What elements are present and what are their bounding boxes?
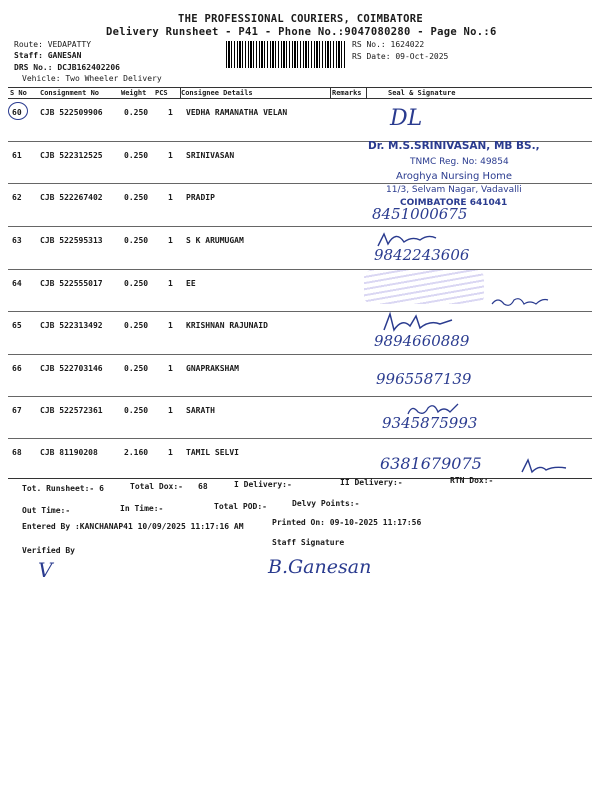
col-weight: Weight (121, 89, 147, 97)
row-consignee: PRADIP (186, 193, 215, 202)
row-weight: 0.250 (124, 279, 149, 288)
row-consignment: CJB 522555017 (40, 279, 103, 288)
row-sno: 67 (12, 406, 22, 415)
table-row (8, 313, 592, 355)
row-consignee: EE (186, 279, 196, 288)
row-pcs: 1 (168, 279, 173, 288)
col-seal: Seal & Signature (388, 89, 456, 97)
phone-row67: 9345875993 (382, 414, 478, 432)
stamp-addr: 11/3, Selvam Nagar, Vadavalli (386, 185, 522, 195)
route-label: Route: VEDAPATTY (14, 40, 92, 49)
phone-row68: 6381679075 (380, 454, 482, 473)
rtn-dox: RTN Dox:- (450, 476, 494, 485)
total-dox-value: 68 (198, 482, 208, 491)
ii-delivery: II Delivery:- (340, 478, 403, 487)
total-pod: Total POD:- (214, 502, 267, 511)
signature-row65 (380, 310, 460, 334)
signature-row68 (520, 456, 570, 476)
row-sno: 62 (12, 193, 22, 202)
row-weight: 0.250 (124, 364, 149, 373)
row-sno: 68 (12, 448, 22, 457)
row-sno: 60 (12, 108, 22, 117)
table-row (8, 228, 592, 270)
table-row (8, 100, 592, 142)
row-weight: 0.250 (124, 193, 149, 202)
col-consignment: Consignment No (40, 89, 100, 97)
row-pcs: 1 (168, 193, 173, 202)
row-pcs: 1 (168, 448, 173, 457)
row-pcs: 1 (168, 236, 173, 245)
row-sno: 61 (12, 151, 22, 160)
stamp-org: Aroghya Nursing Home (396, 171, 513, 182)
row-consignment: CJB 522267402 (40, 193, 103, 202)
col-pcs: PCS (155, 89, 168, 97)
row-sno: 66 (12, 364, 22, 373)
row-consignment: CJB 522595313 (40, 236, 103, 245)
row-consignment: CJB 522572361 (40, 406, 103, 415)
circle-mark (8, 102, 28, 120)
phone-row65: 9894660889 (374, 332, 470, 350)
in-time: In Time:- (120, 504, 164, 513)
staff-signature: B.Ganesan (268, 556, 372, 578)
row-sno: 64 (12, 279, 22, 288)
verified-signature: V (38, 558, 53, 582)
rs-number: RS No.: 1624022 (352, 40, 425, 49)
col-sno: S No (10, 89, 27, 97)
row-weight: 0.250 (124, 108, 149, 117)
stamp-reg: TNMC Reg. No: 49854 (410, 157, 509, 167)
col-remarks: Remarks (332, 89, 362, 97)
row-consignee: SARATH (186, 406, 215, 415)
row-pcs: 1 (168, 151, 173, 160)
row-pcs: 1 (168, 108, 173, 117)
table-row (8, 398, 592, 440)
tot-runsheet: Tot. Runsheet:- 6 (22, 484, 104, 493)
row-weight: 2.160 (124, 448, 149, 457)
phone-row66: 9965587139 (376, 370, 472, 388)
staff-signature-label: Staff Signature (272, 538, 345, 547)
row-consignment: CJB 81190208 (40, 448, 98, 457)
table-header-rule (8, 98, 592, 99)
out-time: Out Time:- (22, 506, 71, 515)
row-weight: 0.250 (124, 236, 149, 245)
row-weight: 0.250 (124, 151, 149, 160)
staff-label: Staff: GANESAN (14, 51, 82, 60)
row-consignee: KRISHNAN RAJUNAID (186, 321, 268, 330)
table-row (8, 356, 592, 398)
phone-row62: 8451000675 (372, 205, 468, 223)
col-details: Consignee Details (181, 89, 253, 97)
row-consignee: GNAPRAKSHAM (186, 364, 239, 373)
faded-stamp (364, 270, 484, 304)
company-title: THE PROFESSIONAL COURIERS, COIMBATORE (178, 13, 423, 25)
total-dox-label: Total Dox:- (130, 482, 183, 491)
row-consignee: S K ARUMUGAM (186, 236, 244, 245)
row-consignment: CJB 522313492 (40, 321, 103, 330)
i-delivery: I Delivery:- (234, 480, 292, 489)
table-row (8, 440, 592, 482)
drs-number: DRS No.: DCJB162402206 (14, 63, 120, 72)
stamp-name: Dr. M.S.SRINIVASAN, MB BS., (368, 140, 540, 152)
signature-row60: DL (390, 106, 423, 131)
row-consignment: CJB 522312525 (40, 151, 103, 160)
row-weight: 0.250 (124, 321, 149, 330)
printed-on: Printed On: 09-10-2025 11:17:56 (272, 518, 422, 527)
phone-row63: 9842243606 (374, 246, 470, 264)
barcode (226, 41, 346, 68)
runsheet-subtitle: Delivery Runsheet - P41 - Phone No.:9047080280 - Page No.:6 (106, 26, 497, 38)
row-consignment: CJB 522703146 (40, 364, 103, 373)
row-pcs: 1 (168, 406, 173, 415)
delvy-points: Delvy Points:- (292, 499, 360, 508)
vehicle-label: Vehicle: Two Wheeler Delivery (22, 74, 162, 83)
stamp-city: COIMBATORE 641041 (400, 198, 508, 208)
row-consignee: TAMIL SELVI (186, 448, 239, 457)
row-sno: 63 (12, 236, 22, 245)
row-consignee: VEDHA RAMANATHA VELAN (186, 108, 288, 117)
row-consignee: SRINIVASAN (186, 151, 235, 160)
verified-by: Verified By (22, 546, 75, 555)
row-pcs: 1 (168, 321, 173, 330)
entered-by: Entered By :KANCHANAP41 10/09/2025 11:17:16 AM (22, 522, 244, 531)
row-weight: 0.250 (124, 406, 149, 415)
row-sno: 65 (12, 321, 22, 330)
row-pcs: 1 (168, 364, 173, 373)
rs-date: RS Date: 09-Oct-2025 (352, 52, 449, 61)
table-top-rule (8, 87, 592, 88)
row-consignment: CJB 522509906 (40, 108, 103, 117)
signature-row64 (490, 292, 550, 310)
